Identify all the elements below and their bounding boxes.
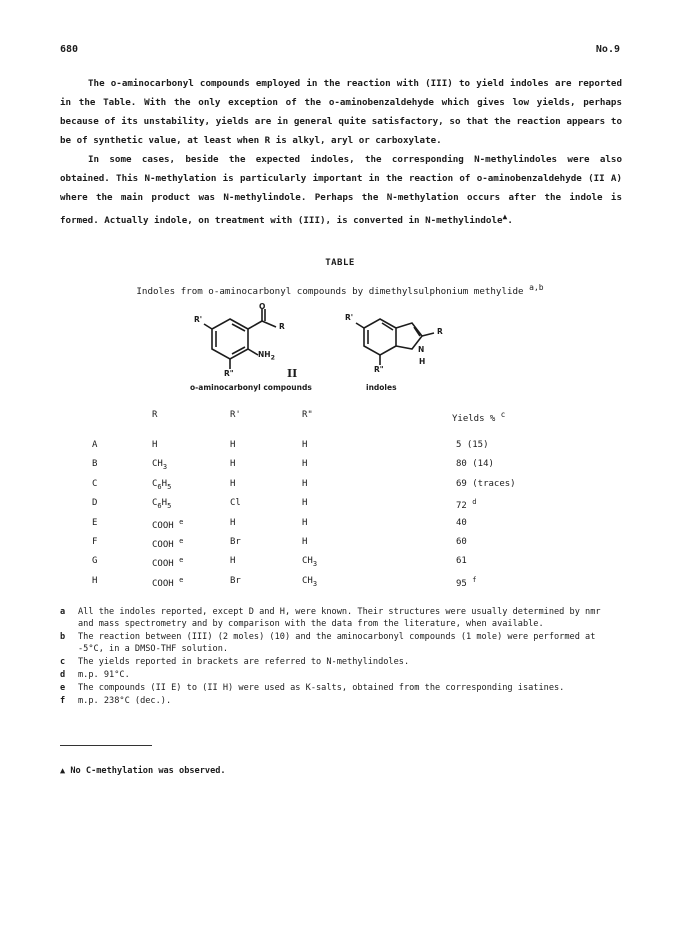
row-r1 xyxy=(230,537,241,547)
note-mark: ▲ xyxy=(60,766,66,776)
indole-r2-label: R" xyxy=(374,365,384,374)
carbonyl-bond xyxy=(248,321,262,329)
row-id-text: C xyxy=(92,478,98,489)
row-r1 xyxy=(230,479,235,489)
structure-r-label: R xyxy=(279,322,285,331)
row-r1 xyxy=(230,518,235,528)
footnote-rule xyxy=(60,745,152,746)
nh-text: NH xyxy=(258,350,271,359)
yield-footnote-mark: f xyxy=(472,575,477,584)
row-id xyxy=(92,537,97,547)
yield-text: 61 xyxy=(456,556,467,567)
row-yield xyxy=(456,556,467,566)
r-text: COOH xyxy=(152,559,174,570)
footnote-key: b xyxy=(60,632,66,642)
row-id-text: E xyxy=(92,517,98,528)
table-caption xyxy=(0,283,680,297)
nh2-subscript: 2 xyxy=(270,354,275,362)
row-yield xyxy=(456,498,476,511)
footnote-text: All the indoles reported, except D and H, were known. Their structures were usually determined by nmr and mass spectrometry and by comparison with the data from the literature, when available. xyxy=(78,607,601,629)
r1-text: H xyxy=(230,440,236,450)
row-r xyxy=(152,518,183,531)
r1-text: H xyxy=(230,459,236,470)
r-text: COOH xyxy=(152,520,174,531)
yield-text: 5 (15) xyxy=(456,440,489,450)
row-r1 xyxy=(230,576,241,586)
column-header-r2: R" xyxy=(302,410,313,420)
r1-text: Cl xyxy=(230,498,241,509)
row-r xyxy=(152,479,171,491)
r-footnote-mark: e xyxy=(179,517,184,526)
row-r2 xyxy=(302,556,317,568)
row-r xyxy=(152,498,171,510)
row-r xyxy=(152,459,167,471)
row-yield xyxy=(456,576,476,589)
row-yield xyxy=(456,518,467,528)
yield-text: 69 (traces) xyxy=(456,478,516,489)
r1-text: H xyxy=(230,478,236,489)
structure-r1-label: R' xyxy=(194,315,203,324)
row-r xyxy=(152,576,183,589)
r2-subscript: 3 xyxy=(312,579,318,588)
row-id xyxy=(92,459,97,469)
row-r2 xyxy=(302,576,317,588)
footnote-text: The yields reported in brackets are referred to N-methylindoles. xyxy=(78,657,410,667)
r2-text: CH xyxy=(302,575,313,586)
r2-text: H xyxy=(302,440,308,450)
row-r2 xyxy=(302,518,307,528)
footnote-a xyxy=(60,606,620,630)
paragraph-2-text: In some cases, beside the expected indoles, the corresponding N-methylindoles were also obtained. This N-methylation is particularly important in the reaction of o-aminobenzaldehyde (II A) where the main product was N-methylindole. Perhaps the N-methylation occurs after the indole is formed. Actually indole, on treatment with (III), is converted in N-methylindole xyxy=(60,154,622,227)
column-header-r: R xyxy=(152,410,158,420)
body-text xyxy=(60,74,622,230)
row-id-text: F xyxy=(92,537,98,547)
r2-text: CH xyxy=(302,556,313,567)
r1-text: Br xyxy=(230,537,241,547)
yield-text: 40 xyxy=(456,517,467,528)
row-r xyxy=(152,537,183,550)
row-id-text: D xyxy=(92,498,98,509)
structure-r2-label: R" xyxy=(224,369,234,378)
footnote-d xyxy=(60,669,620,681)
r-mid-text: H xyxy=(161,478,168,489)
note-text: No C-methylation was observed. xyxy=(70,766,226,776)
r-subscript: 6 xyxy=(157,501,162,510)
row-id xyxy=(92,556,97,566)
footnote-text: m.p. 91°C. xyxy=(78,670,130,680)
paragraph-1: The o-aminocarbonyl compounds employed in the reaction with (III) to yield indoles are reported in the Table. With the only exception of the o-aminobenzaldehyde which gives low yields, perhaps because of its unstability, yields are in general quite satisfactory, so that the reaction appears to be of synthetic value, at least when R is alkyl, aryl or carboxylate. xyxy=(60,78,622,146)
row-yield xyxy=(456,459,494,469)
r-text: COOH xyxy=(152,540,174,550)
footnote-key: f xyxy=(60,696,66,706)
r1-text: H xyxy=(230,517,236,528)
footnote-text: m.p. 238°C (dec.). xyxy=(78,696,172,706)
r-subscript: 3 xyxy=(162,463,168,472)
indole-r-label: R xyxy=(437,327,443,336)
yield-text: 60 xyxy=(456,537,467,547)
structure-caption-left: o-aminocarbonyl compounds xyxy=(190,383,312,392)
table-label: TABLE xyxy=(325,258,355,268)
r-text: C xyxy=(152,478,158,489)
row-id xyxy=(92,479,97,489)
row-id xyxy=(92,518,97,528)
yields-header-text: Yields % xyxy=(452,414,496,424)
column-header-yields xyxy=(452,410,505,424)
r2-text: H xyxy=(302,459,308,470)
r2-text: H xyxy=(302,537,308,547)
r2-text: H xyxy=(302,517,308,528)
row-id-text: B xyxy=(92,459,98,470)
row-r1 xyxy=(230,556,235,566)
column-header-r1: R' xyxy=(230,410,241,420)
indole-h-label: H xyxy=(419,357,426,366)
row-id xyxy=(92,440,97,450)
indole-r1-label: R' xyxy=(345,313,354,322)
r-text: CH xyxy=(152,459,163,470)
row-r xyxy=(152,556,183,569)
page-note xyxy=(60,766,226,776)
r2-subscript: 3 xyxy=(312,560,318,569)
r-text: COOH xyxy=(152,578,174,589)
row-yield xyxy=(456,440,489,450)
r-mid-text: H xyxy=(161,498,168,509)
r2-text: H xyxy=(302,498,308,509)
footnote-b xyxy=(60,631,620,655)
r-footnote-mark: e xyxy=(179,537,184,545)
indole-n-label: N xyxy=(418,345,425,354)
r1-text: Br xyxy=(230,575,241,586)
yield-footnote-mark: d xyxy=(472,498,477,507)
row-r1 xyxy=(230,498,241,508)
yields-header-mark: c xyxy=(500,410,506,419)
row-r2 xyxy=(302,479,307,489)
row-r2 xyxy=(302,537,307,547)
table-caption-text: Indoles from o-aminocarbonyl compounds by dimethylsulphonium methylide xyxy=(136,286,524,298)
row-id xyxy=(92,498,97,508)
footnote-key: e xyxy=(60,683,66,693)
yield-text: 80 (14) xyxy=(456,459,494,470)
r-footnote-mark: e xyxy=(179,556,184,565)
footnote-c xyxy=(60,656,620,668)
page-number: 680 xyxy=(60,44,79,55)
row-r1 xyxy=(230,440,235,450)
footnote-key: a xyxy=(60,607,66,617)
r-subscript-2: 5 xyxy=(167,501,172,510)
row-id xyxy=(92,576,97,586)
structure-caption-right: indoles xyxy=(366,383,397,392)
r-subscript: 6 xyxy=(157,482,162,491)
row-r2 xyxy=(302,440,307,450)
table-caption-marks: a,b xyxy=(529,283,544,292)
compound-numeral: II xyxy=(287,367,298,380)
footnote-mark-triangle: ▲ xyxy=(502,212,508,221)
row-r xyxy=(152,440,157,450)
footnote-text: The reaction between (III) (2 moles) (10) and the aminocarbonyl compounds (1 mole) were performed at -5°C, in a DMSO-THF solution. xyxy=(78,632,596,654)
row-id-text: A xyxy=(92,440,98,450)
row-yield xyxy=(456,479,516,489)
row-r1 xyxy=(230,459,235,469)
row-r2 xyxy=(302,498,307,508)
structure-svg xyxy=(190,305,470,395)
r-footnote-mark: e xyxy=(179,575,184,584)
r-text: H xyxy=(152,440,158,450)
row-yield xyxy=(456,537,467,547)
issue-number: No.9 xyxy=(595,44,620,55)
footnotes xyxy=(60,606,620,708)
row-id-text: G xyxy=(92,556,98,567)
row-id-text: H xyxy=(92,575,98,586)
structure-o-label: O xyxy=(259,302,266,311)
footnote-text: The compounds (II E) to (II H) were used as K-salts, obtained from the corresponding isatines. xyxy=(78,683,565,693)
paragraph-2: In some cases, beside the expected indoles, the corresponding N-methylindoles were also obtained. This N-methylation is particularly important in the reaction of o-aminobenzaldehyde (II A) where the main product was N-methylindole. Perhaps the N-methylation occurs after the indole is formed. Actually indole, on treatment with (III), is converted in N-methylindole▲. xyxy=(60,154,622,227)
footnote-key: c xyxy=(60,657,66,667)
structure-figure xyxy=(190,302,470,395)
r-text: C xyxy=(152,498,158,509)
structure-nh2-label xyxy=(258,350,275,362)
footnote-key: d xyxy=(60,670,66,680)
yield-text: 72 xyxy=(456,501,467,512)
r2-text: H xyxy=(302,478,308,489)
row-r2 xyxy=(302,459,307,469)
footnote-f xyxy=(60,695,620,707)
r-subscript-2: 5 xyxy=(167,482,172,491)
r1-text: H xyxy=(230,556,236,567)
yield-text: 95 xyxy=(456,578,467,589)
footnote-e xyxy=(60,682,620,694)
